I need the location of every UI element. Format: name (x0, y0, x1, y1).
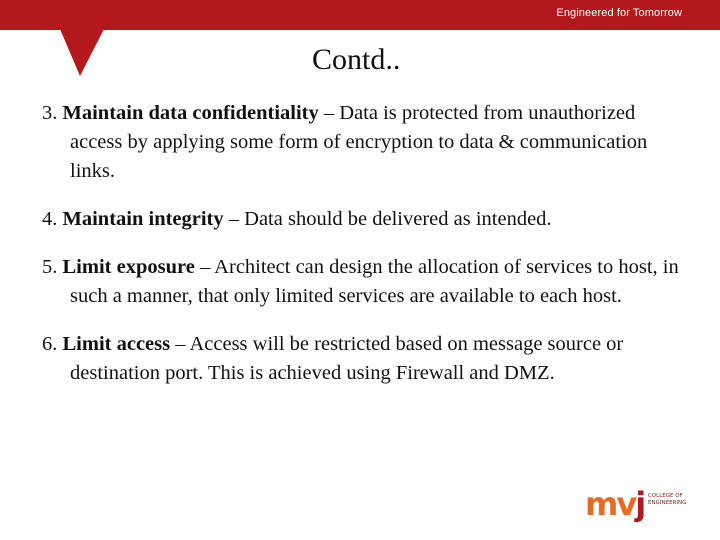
logo-mark-accent: j (635, 485, 645, 523)
point-term: Limit exposure (62, 256, 195, 278)
point-item (42, 330, 682, 388)
point-item (42, 205, 682, 234)
point-number: 3. (42, 102, 58, 124)
point-list (42, 99, 682, 407)
logo-line-2: ENGINEERING (648, 500, 687, 506)
point-description: – Access will be restricted based on message source or destination port. This is achieved using Firewall and DMZ. (70, 333, 624, 384)
tagline: Engineered for Tomorrow (556, 7, 682, 19)
point-number: 5. (42, 256, 58, 278)
point-description: – Data should be delivered as intended. (228, 208, 552, 230)
college-logo (585, 485, 687, 524)
point-item (42, 253, 682, 311)
slide-title: Contd.. (312, 43, 401, 76)
point-term: Maintain data confidentiality (62, 102, 319, 124)
point-term: Limit access (62, 333, 171, 355)
logo-mark (585, 485, 645, 523)
point-item (42, 99, 682, 186)
point-term: Maintain integrity (62, 208, 224, 230)
logo-text (648, 493, 686, 507)
point-description: – Data is protected from unauthorized access by applying some form of encryption to data & communication links. (70, 102, 648, 182)
point-description: – Architect can design the allocation of services to host, in such a manner, that only limited services are available to each host. (70, 256, 679, 307)
point-number: 4. (42, 208, 58, 230)
logo-mark-letters: mv (585, 485, 636, 523)
point-number: 6. (42, 333, 58, 355)
logo-line-1: COLLEGE OF (648, 493, 683, 499)
